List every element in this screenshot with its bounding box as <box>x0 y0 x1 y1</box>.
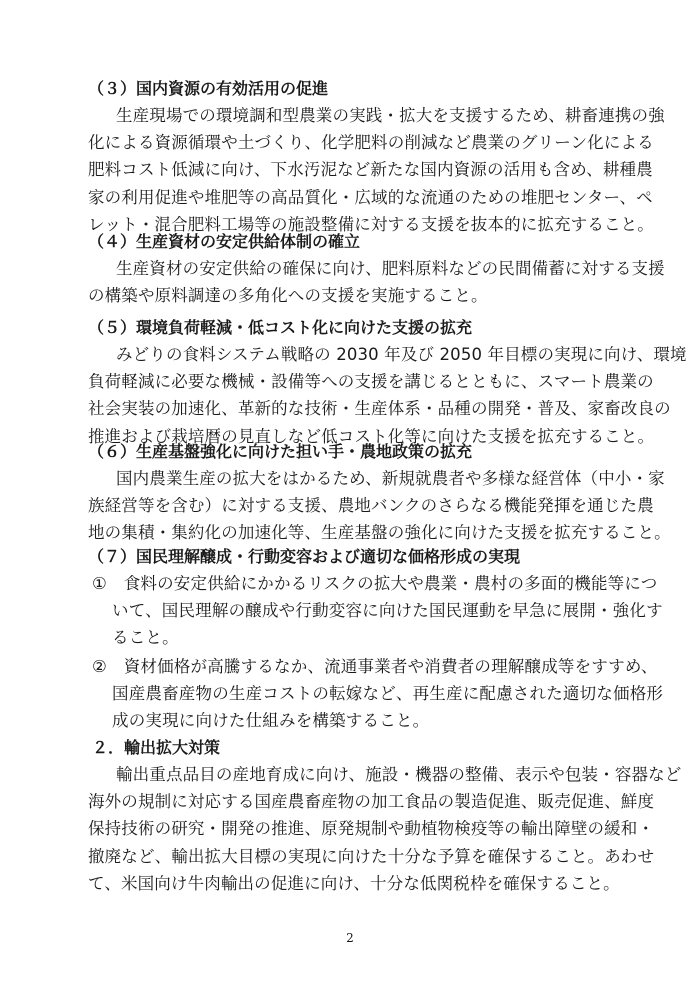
paragraph-line: 海外の規制に対応する国産農畜産物の加工食品の製造促進、販売促進、鮮度 <box>88 792 655 812</box>
paragraph-line: 地の集積・集約化の加速化等、生産基盤の強化に向けた支援を拡充すること。 <box>88 523 671 543</box>
section-heading: （６）生産基盤強化に向けた担い手・農地政策の拡充 <box>88 442 473 461</box>
section-5-environmental-load <box>88 314 687 450</box>
paragraph-line: 肥料コスト低減に向け、下水汚泥など新たな国内資源の活用も含め、耕種農 <box>88 160 653 180</box>
paragraph-line: 家の利用促進や堆肥等の高品質化・広域的な流通のための堆肥センター、ペ <box>88 187 653 207</box>
section-heading: （３）国内資源の有効活用の促進 <box>88 79 329 98</box>
section-4-production-materials <box>88 228 665 309</box>
list-item-line: ① 食料の安定供給にかかるリスクの拡大や農業・農村の多面的機能等につ <box>92 574 658 593</box>
paragraph-line: 生産資材の安定供給の確保に向け、肥料原料などの民間備蓄に対する支援 <box>116 259 665 278</box>
paragraph-line: の構築や原料調達の多角化への支援を実施すること。 <box>88 286 488 306</box>
section-heading: ２．輸出拡大対策 <box>92 738 221 757</box>
paragraph-line: 撤廃など、輸出拡大目標の実現に向けた十分な予算を確保すること。あわせ <box>88 846 655 866</box>
paragraph-line: 輸出重点品目の産地育成に向け、施設・機器の整備、表示や包装・容器など <box>116 765 682 784</box>
section-6-production-base <box>88 438 671 547</box>
paragraph-line: レット・混合肥料工場等の施設整備に対する支援を抜本的に拡充すること。 <box>88 214 654 234</box>
paragraph-line: みどりの食料システム戦略の 2030 年及び 2050 年目標の実現に向け、環境 <box>116 345 687 364</box>
list-item-line: ② 資材価格が高騰するなか、流通事業者や消費者の理解醸成等をすすめ、 <box>92 657 658 676</box>
list-item <box>88 653 664 735</box>
list-item-line: 国産農畜産物の生産コストの転嫁など、再生産に配慮された適切な価格形 <box>112 684 664 704</box>
paragraph-line: 推進および栽培暦の見直しなど低コスト化等に向けた支援を拡充すること。 <box>88 426 655 446</box>
list-item-line: 成の実現に向けた仕組みを構築すること。 <box>112 711 430 731</box>
section-export-expansion <box>88 734 682 897</box>
section-7-public-understanding <box>88 543 663 652</box>
list-item-line: ること。 <box>112 628 179 648</box>
section-heading: （４）生産資材の安定供給体制の確立 <box>88 232 361 251</box>
paragraph-line: 負荷軽減に必要な機械・設備等への支援を講じるとともに、スマート農業の <box>88 372 654 392</box>
section-3-domestic-resources <box>88 75 665 238</box>
paragraph-line: て、米国向け牛肉輸出の促進に向け、十分な低関税枠を確保すること。 <box>88 873 620 893</box>
section-7-item-2 <box>88 653 664 735</box>
section-heading: （５）環境負荷軽減・低コスト化に向けた支援の拡充 <box>88 318 473 337</box>
paragraph-line: 族経営等を含む）に対する支援、農地バンクのさらなる機能発揮を通じた農 <box>88 496 654 516</box>
paragraph-line: 国内農業生産の拡大をはかるため、新規就農者や多様な経営体（中小・家 <box>116 469 665 488</box>
page-number: 2 <box>346 931 354 945</box>
paragraph-line: 社会実装の加速化、革新的な技術・生産体系・品種の開発・普及、家畜改良の <box>88 399 671 419</box>
section-heading: （７）国民理解醸成・行動変容および適切な価格形成の実現 <box>88 547 521 566</box>
paragraph-line: 化による資源循環や土づくり、化学肥料の削減など農業のグリーン化による <box>88 133 654 153</box>
paragraph-line: 保持技術の研究・開発の推進、原発規制や動植物検疫等の輸出障壁の緩和・ <box>88 819 655 839</box>
paragraph-line: 生産現場での環境調和型農業の実践・拡大を支援するため、耕畜連携の強 <box>116 106 665 125</box>
list-item-line: いて、国民理解の醸成や行動変容に向けた国民運動を早急に展開・強化す <box>112 601 663 621</box>
list-item <box>88 570 663 652</box>
